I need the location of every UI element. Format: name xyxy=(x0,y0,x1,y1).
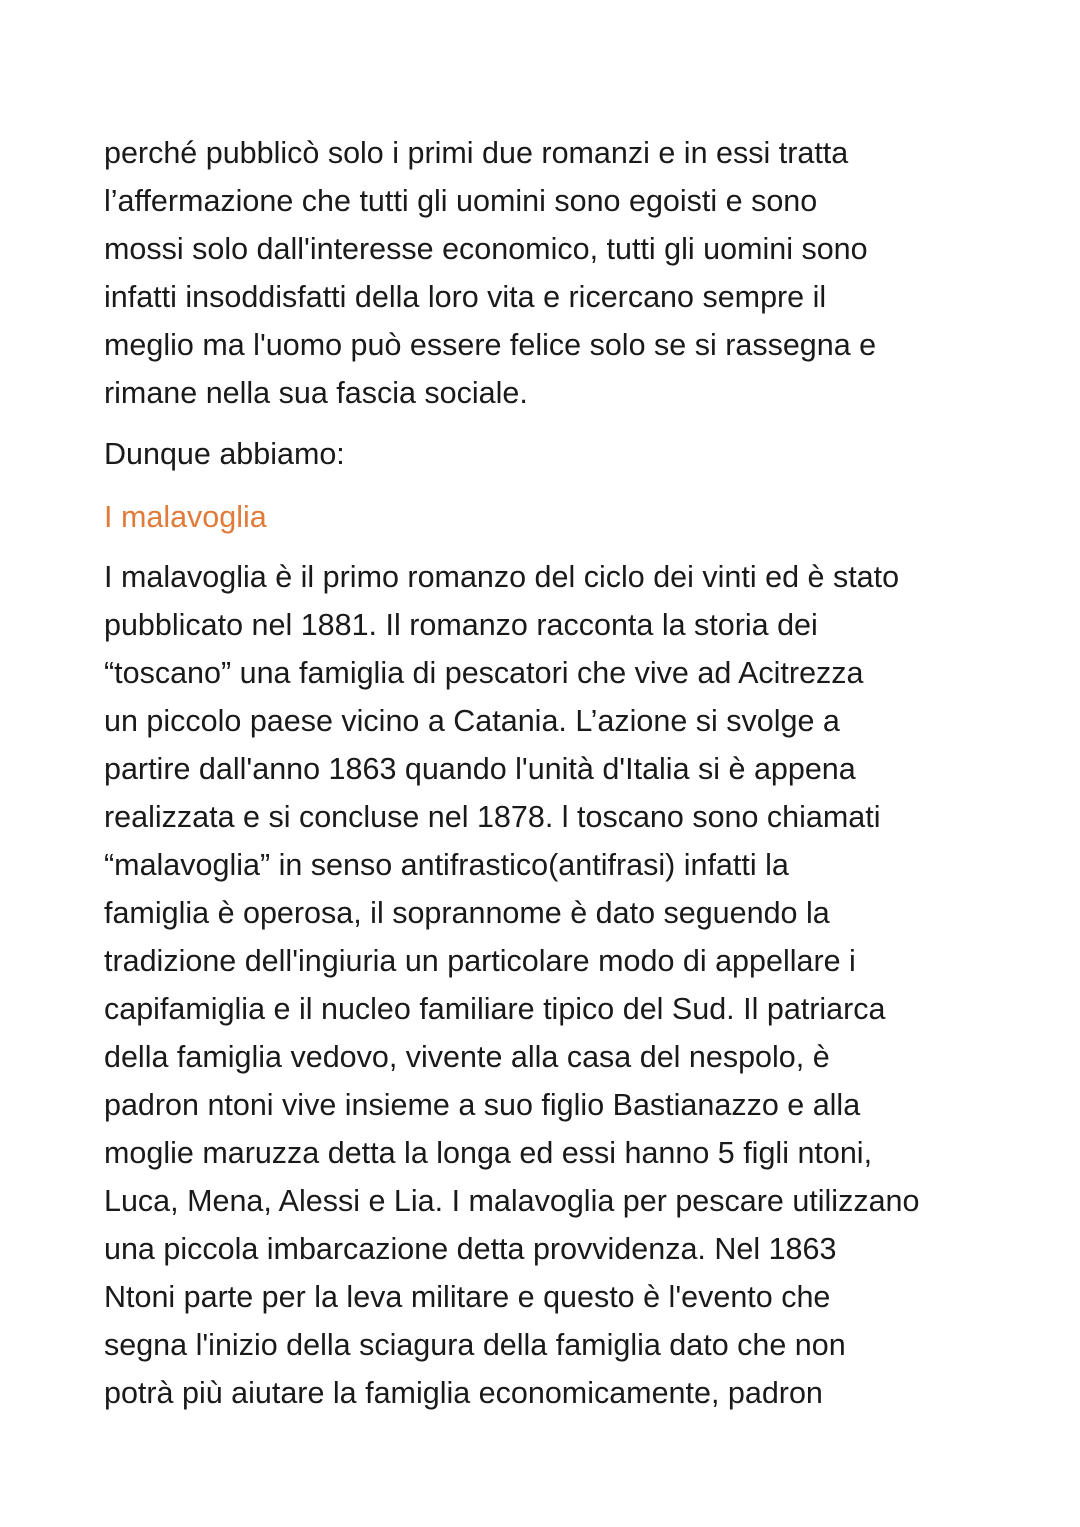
paragraph-line: Dunque abbiamo: xyxy=(104,437,345,471)
paragraph-line: tradizione dell'ingiuria un particolare modo di appellare i xyxy=(104,944,856,978)
paragraph-line: padron ntoni vive insieme a suo figlio Bastianazzo e alla xyxy=(104,1088,861,1122)
paragraph-line: perché pubblicò solo i primi due romanzi e in essi tratta xyxy=(104,136,849,170)
paragraph-line: capifamiglia e il nucleo familiare tipico del Sud. Il patriarca xyxy=(104,992,886,1026)
paragraph-line: moglie maruzza detta la longa ed essi hanno 5 figli ntoni, xyxy=(104,1136,873,1170)
paragraph-line: famiglia è operosa, il soprannome è dato seguendo la xyxy=(104,896,830,930)
paragraph-line: infatti insoddisfatti della loro vita e ricercano sempre il xyxy=(104,280,827,314)
paragraph-summary-lead xyxy=(104,430,984,478)
paragraph-line: pubblicato nel 1881. Il romanzo racconta la storia dei xyxy=(104,608,818,642)
paragraph-line: meglio ma l'uomo può essere felice solo se si rassegna e xyxy=(104,328,877,362)
paragraph-malavoglia xyxy=(104,553,984,1417)
paragraph-line: segna l'inizio della sciagura della famiglia dato che non xyxy=(104,1328,846,1362)
paragraph-line: un piccolo paese vicino a Catania. L’azione si svolge a xyxy=(104,704,840,738)
paragraph-line: mossi solo dall'interesse economico, tutti gli uomini sono xyxy=(104,232,868,266)
paragraph-line: una piccola imbarcazione detta provvidenza. Nel 1863 xyxy=(104,1232,837,1266)
paragraph-line: potrà più aiutare la famiglia economicamente, padron xyxy=(104,1376,823,1410)
section-heading xyxy=(104,493,984,541)
paragraph-line: realizzata e si concluse nel 1878. l toscano sono chiamati xyxy=(104,800,881,834)
paragraph-line: l’affermazione che tutti gli uomini sono egoisti e sono xyxy=(104,184,818,218)
section-heading-text: I malavoglia xyxy=(104,500,267,534)
paragraph-line: partire dall'anno 1863 quando l'unità d'Italia si è appena xyxy=(104,752,856,786)
paragraph-line: “malavoglia” in senso antifrastico(antifrasi) infatti la xyxy=(104,848,789,882)
paragraph-line: rimane nella sua fascia sociale. xyxy=(104,376,528,410)
paragraph-intro xyxy=(104,129,984,417)
paragraph-line: “toscano” una famiglia di pescatori che vive ad Acitrezza xyxy=(104,656,864,690)
paragraph-line: Ntoni parte per la leva militare e questo è l'evento che xyxy=(104,1280,831,1314)
paragraph-line: Luca, Mena, Alessi e Lia. I malavoglia per pescare utilizzano xyxy=(104,1184,920,1218)
paragraph-line: I malavoglia è il primo romanzo del ciclo dei vinti ed è stato xyxy=(104,560,900,594)
paragraph-line: della famiglia vedovo, vivente alla casa del nespolo, è xyxy=(104,1040,830,1074)
